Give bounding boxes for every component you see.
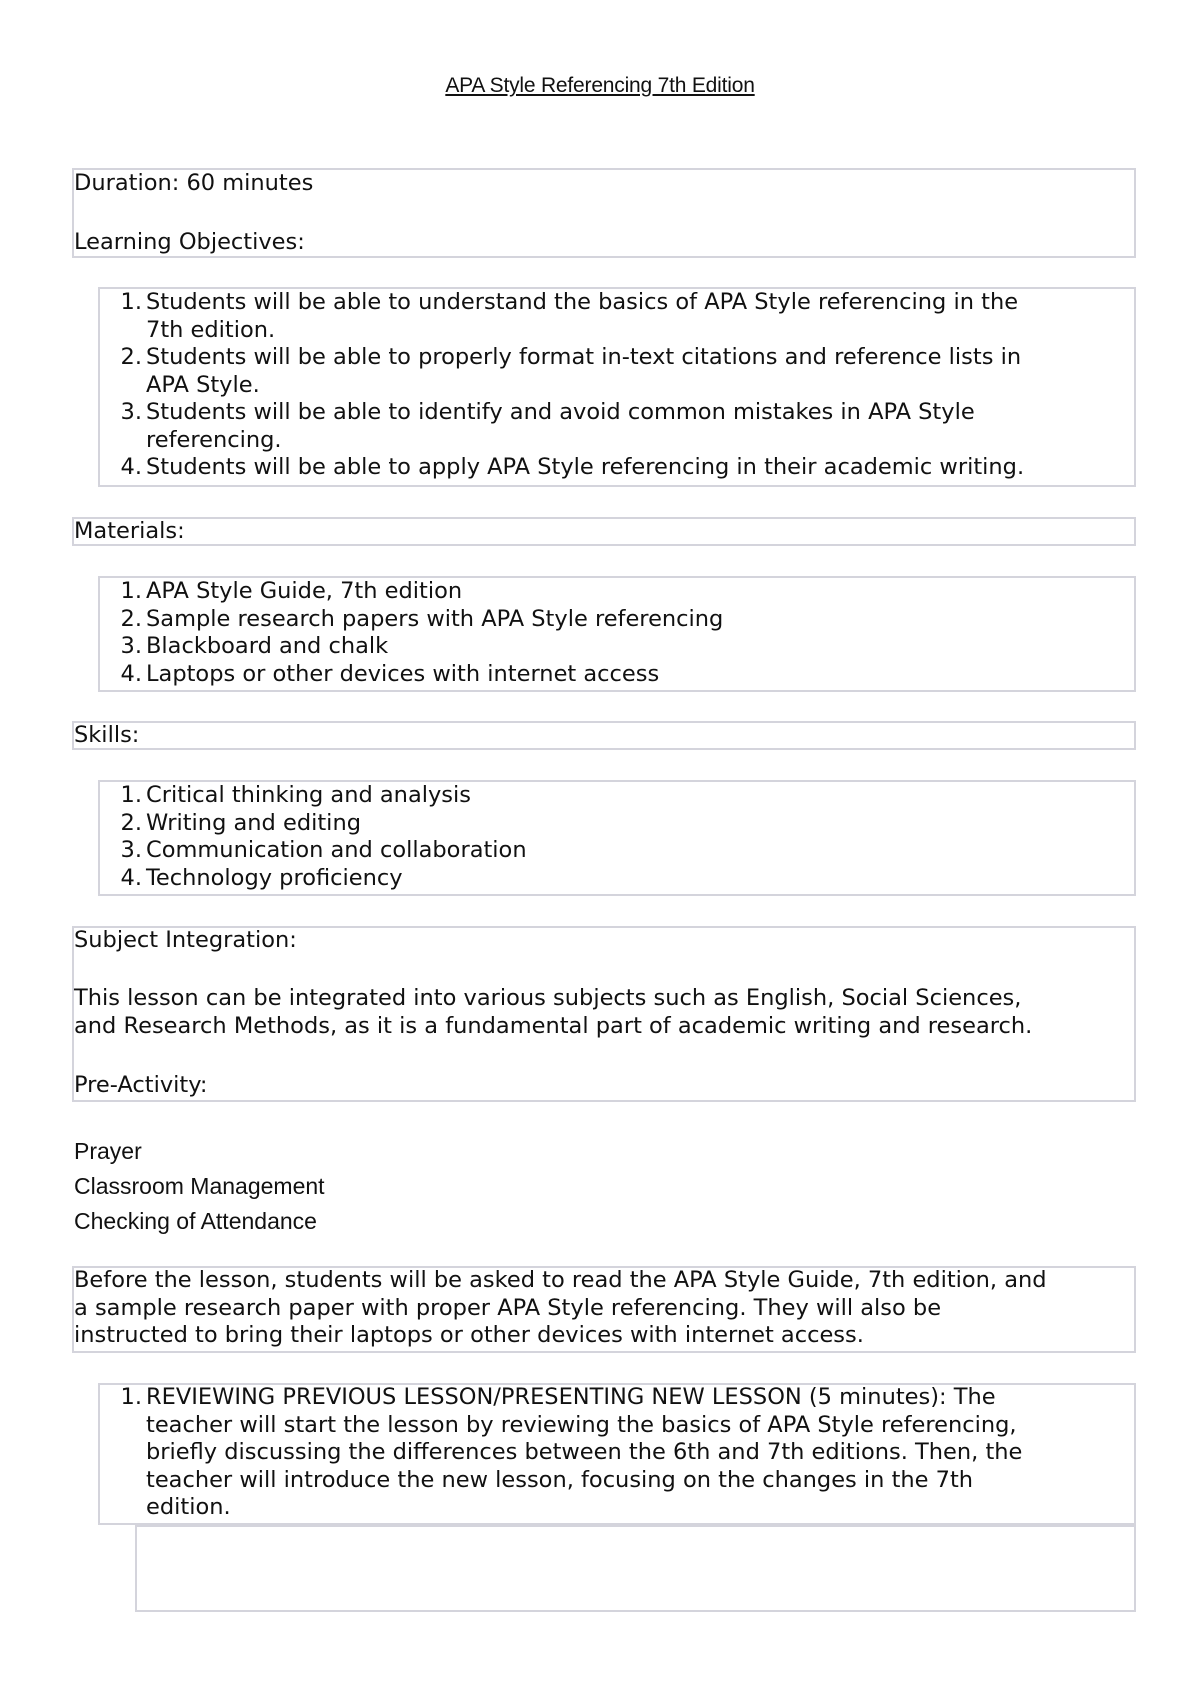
skills-list xyxy=(110,782,527,892)
material-item: 1. APA Style Guide, 7th edition xyxy=(120,578,463,604)
material-item: 2. Sample research papers with APA Style referencing xyxy=(120,605,724,632)
integration-heading: Subject Integration: xyxy=(74,927,297,953)
materials-list xyxy=(110,578,723,688)
preactivity-item-classroom-management: Classroom Management xyxy=(74,1173,325,1199)
objective-item: 2. Students will be able to properly format in-text citations and reference lists in APA Style. xyxy=(120,344,1022,398)
integration-paragraph: This lesson can be integrated into various subjects such as English, Social Sciences, and Research Methods, as it is a fundamental part of academic writing and research. xyxy=(74,985,1033,1039)
skill-item: 3. Communication and collaboration xyxy=(120,837,527,863)
skills-heading: Skills: xyxy=(74,722,140,748)
objective-item: 4. Students will be able to apply APA Style referencing in their academic writing. xyxy=(120,454,1025,480)
preactivity-item-attendance: Checking of Attendance xyxy=(74,1208,317,1234)
before-lesson-paragraph: Before the lesson, students will be asked to read the APA Style Guide, 7th edition, and a sample research paper with proper APA Style referencing. They will also be instructed to bring their laptops or other devices with internet access. xyxy=(74,1267,1047,1348)
objectives-heading: Learning Objectives: xyxy=(74,229,305,255)
objective-item: 3. Students will be able to identify and avoid common mistakes in APA Style referencing. xyxy=(120,399,975,453)
material-item: 3. Blackboard and chalk xyxy=(120,633,389,659)
skill-item: 2. Writing and editing xyxy=(120,809,361,836)
procedure-item: 1. REVIEWING PREVIOUS LESSON/PRESENTING NEW LESSON (5 minutes): The teacher will start the lesson by reviewing the basics of APA Style referencing, briefly discussing the differences between the 6th and 7th editions. Then, the teacher will introduce the new lesson, focusing on the changes in the 7th edition. xyxy=(120,1384,1023,1520)
page-title: APA Style Referencing 7th Edition xyxy=(445,74,755,97)
material-item: 4. Laptops or other devices with internet access xyxy=(120,660,660,687)
materials-heading-box xyxy=(72,517,1136,546)
skill-item: 4. Technology proficiency xyxy=(120,864,403,891)
objectives-list xyxy=(110,289,1024,482)
skill-item: 1. Critical thinking and analysis xyxy=(120,782,471,808)
empty-box xyxy=(135,1525,1136,1612)
materials-heading: Materials: xyxy=(74,518,185,544)
preactivity-item-prayer: Prayer xyxy=(74,1138,142,1164)
objective-item: 1. Students will be able to understand the basics of APA Style referencing in the 7th edition. xyxy=(120,289,1019,343)
duration-text: Duration: 60 minutes xyxy=(74,170,314,196)
procedure-list xyxy=(110,1384,1022,1522)
skills-heading-box xyxy=(72,721,1136,750)
preactivity-heading: Pre-Activity: xyxy=(74,1072,208,1098)
